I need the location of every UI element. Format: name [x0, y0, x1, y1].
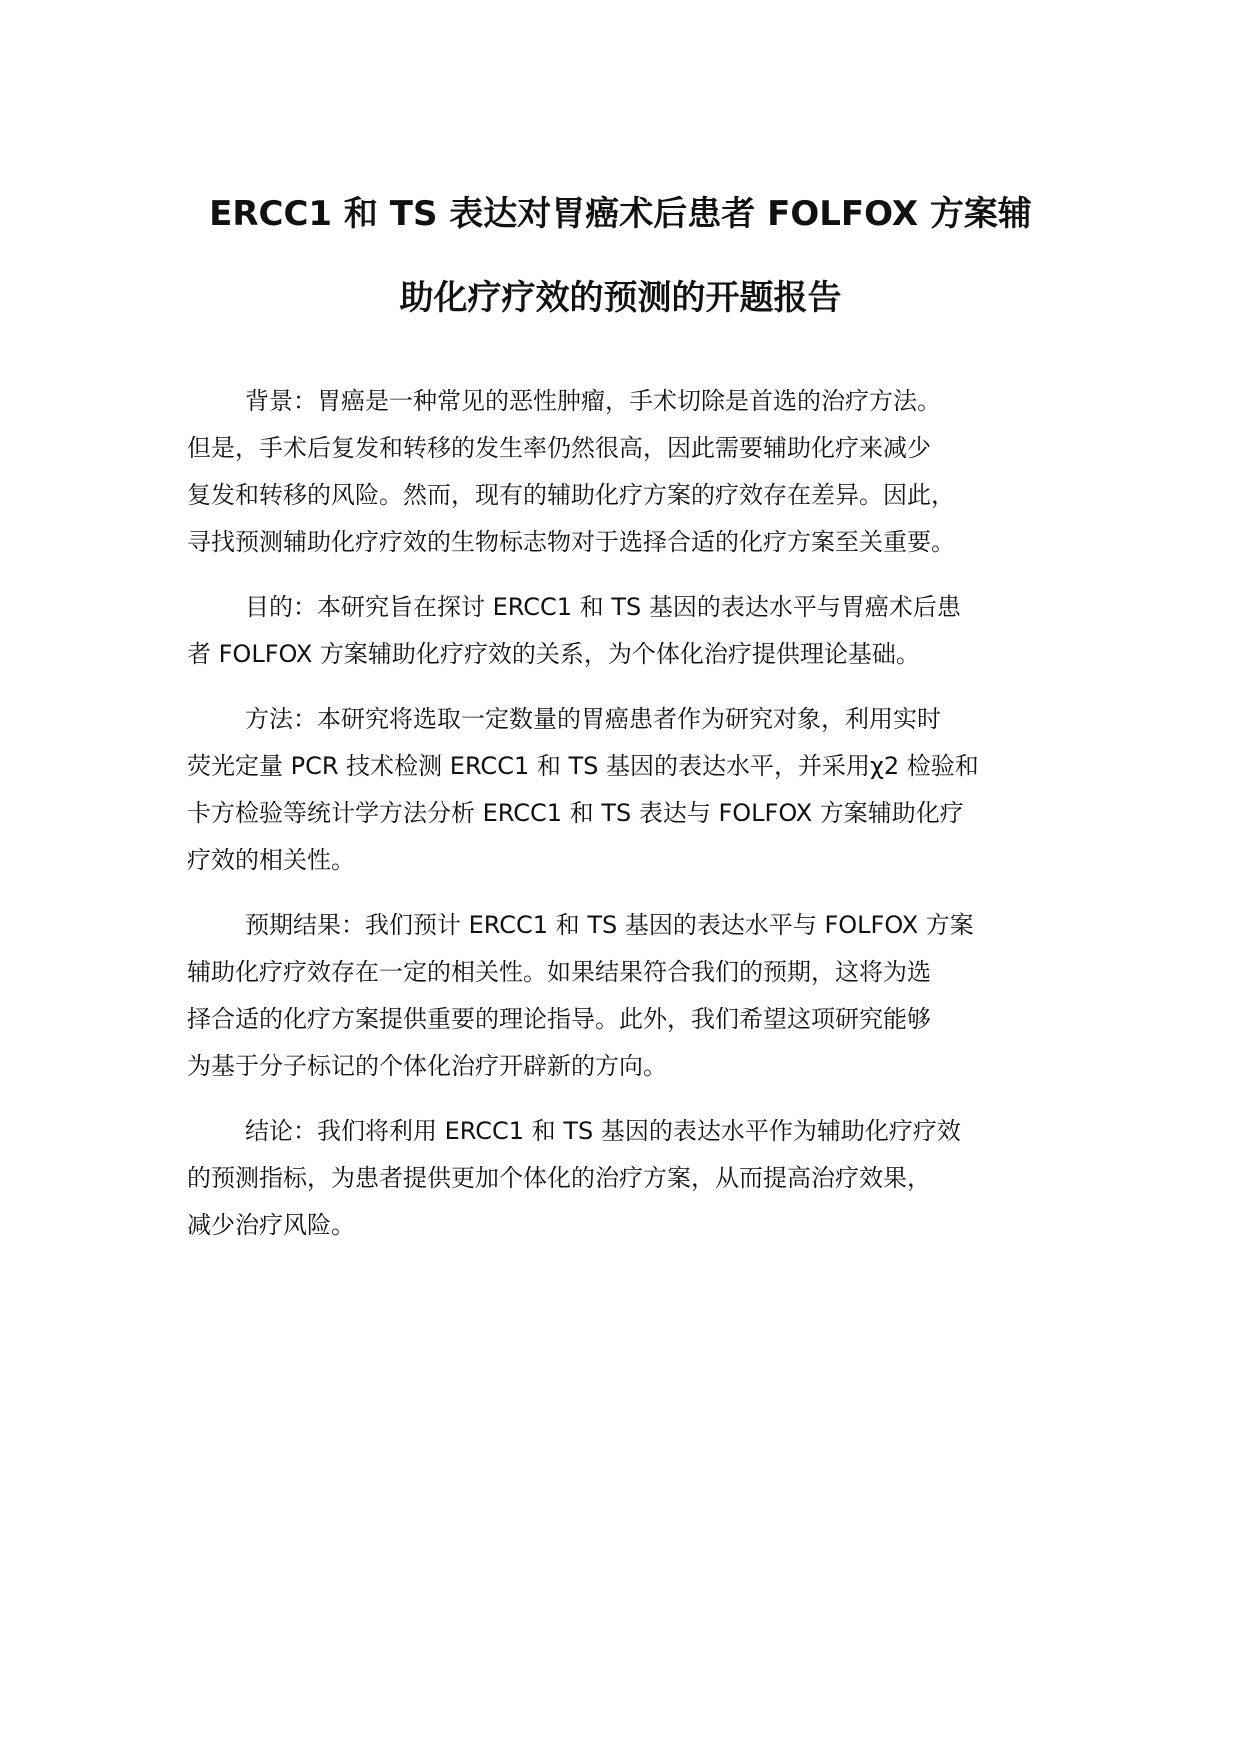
paragraph-line: 结论：我们将利用 ERCC1 和 TS 基因的表达水平作为辅助化疗疗效 [245, 1117, 961, 1145]
paragraph-line: 减少治疗风险。 [187, 1211, 355, 1239]
title-line-2: 助化疗疗效的预测的开题报告 [399, 278, 842, 318]
paragraph-line: 方法：本研究将选取一定数量的胃癌患者作为研究对象，利用实时 [245, 705, 941, 733]
title-line-1: ERCC1 和 TS 表达对胃癌术后患者 FOLFOX 方案辅 [209, 194, 1032, 234]
paragraph-line: 复发和转移的风险。然而，现有的辅助化疗方案的疗效存在差异。因此， [187, 481, 955, 509]
paragraph-line: 者 FOLFOX 方案辅助化疗疗效的关系，为个体化治疗提供理论基础。 [187, 640, 920, 668]
paragraph-line: 但是，手术后复发和转移的发生率仍然很高，因此需要辅助化疗来减少 [187, 434, 931, 462]
paragraph-background [187, 378, 1057, 566]
paragraph-line: 辅助化疗疗效存在一定的相关性。如果结果符合我们的预期，这将为选 [187, 958, 931, 986]
paragraph-conclusion [187, 1108, 1057, 1249]
paragraph-line: 疗效的相关性。 [187, 846, 355, 874]
paragraph-expected-results [187, 902, 1057, 1090]
paragraph-line: 卡方检验等统计学方法分析 ERCC1 和 TS 表达与 FOLFOX 方案辅助化疗 [187, 799, 964, 827]
document-title [160, 172, 1081, 340]
document-body [187, 378, 1057, 1267]
paragraph-line: 的预测指标，为患者提供更加个体化的治疗方案，从而提高治疗效果， [187, 1164, 931, 1192]
paragraph-line: 预期结果：我们预计 ERCC1 和 TS 基因的表达水平与 FOLFOX 方案 [245, 911, 974, 939]
paragraph-line: 择合适的化疗方案提供重要的理论指导。此外，我们希望这项研究能够 [187, 1005, 931, 1033]
paragraph-line: 为基于分子标记的个体化治疗开辟新的方向。 [187, 1052, 667, 1080]
paragraph-objective [187, 584, 1057, 678]
paragraph-line: 寻找预测辅助化疗疗效的生物标志物对于选择合适的化疗方案至关重要。 [187, 528, 955, 556]
paragraph-line: 背景：胃癌是一种常见的恶性肿瘤，手术切除是首选的治疗方法。 [245, 387, 941, 415]
paragraph-line: 目的：本研究旨在探讨 ERCC1 和 TS 基因的表达水平与胃癌术后患 [245, 593, 961, 621]
paragraph-methods [187, 696, 1057, 884]
paragraph-line: 荧光定量 PCR 技术检测 ERCC1 和 TS 基因的表达水平，并采用χ2 检验和 [187, 752, 979, 780]
